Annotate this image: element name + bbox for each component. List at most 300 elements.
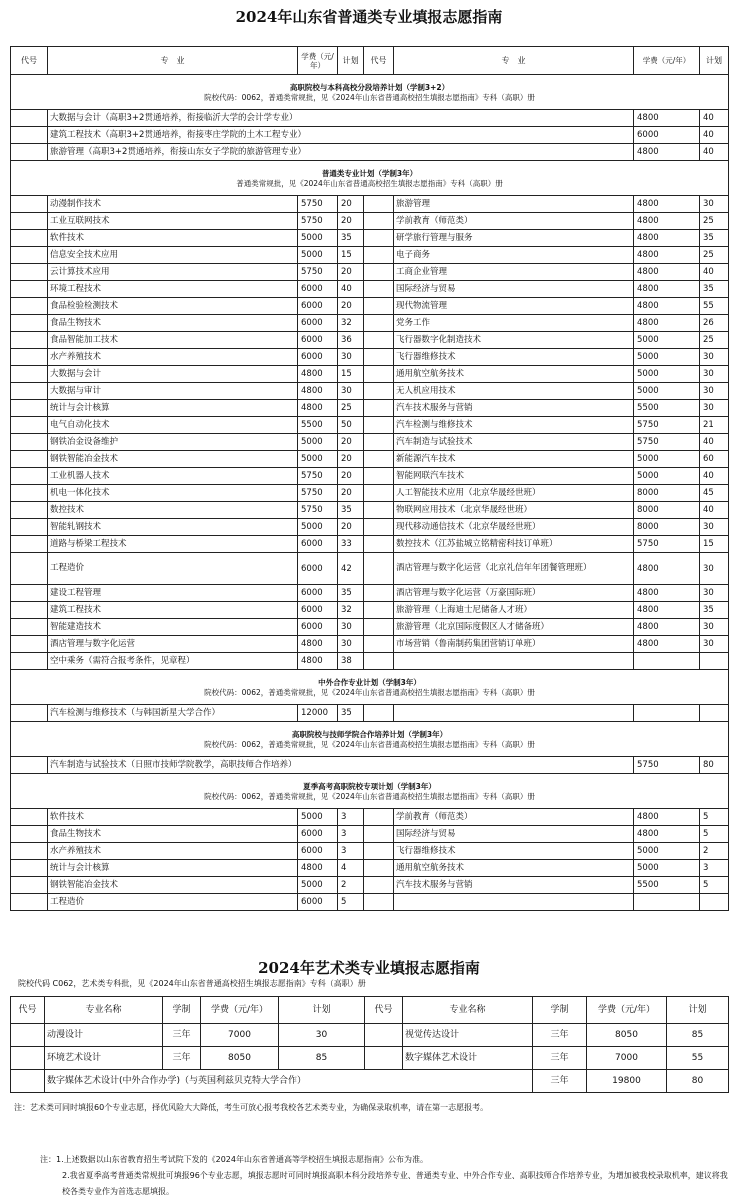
art-major-name: 环境艺术设计 <box>45 1047 163 1070</box>
major-name: 工商企业管理 <box>394 264 634 281</box>
code-cell <box>11 1047 45 1070</box>
code-cell <box>11 485 48 502</box>
plan-cell: 30 <box>700 349 729 366</box>
major-name <box>394 653 634 670</box>
code-cell <box>11 196 48 213</box>
major-name: 飞行器维修技术 <box>394 349 634 366</box>
fee-cell: 4800 <box>634 826 700 843</box>
code-cell <box>11 110 48 127</box>
table-row <box>11 757 729 774</box>
code-cell <box>364 281 394 298</box>
code-cell <box>364 585 394 602</box>
fee-cell: 5000 <box>634 843 700 860</box>
fee-cell: 5000 <box>298 809 338 826</box>
fee-cell: 6000 <box>298 281 338 298</box>
major-name: 智能建造技术 <box>48 619 298 636</box>
code-cell <box>11 247 48 264</box>
art-plan: 85 <box>667 1024 729 1047</box>
major-name: 工业机器人技术 <box>48 468 298 485</box>
art-header-name: 专业名称 <box>45 997 163 1024</box>
plan-cell: 60 <box>700 451 729 468</box>
major-name: 统计与会计核算 <box>48 400 298 417</box>
plan-cell: 30 <box>338 636 364 653</box>
code-cell <box>11 315 48 332</box>
plan-cell: 25 <box>700 332 729 349</box>
code-cell <box>11 281 48 298</box>
major-name: 现代移动通信技术（北京华晟经世班） <box>394 519 634 536</box>
table-row <box>11 144 729 161</box>
fee-cell <box>634 705 700 722</box>
plan-cell: 33 <box>338 536 364 553</box>
fee-cell: 6000 <box>298 536 338 553</box>
fee-cell: 5750 <box>298 213 338 230</box>
fee-cell: 5750 <box>298 196 338 213</box>
plan-cell: 35 <box>338 502 364 519</box>
major-name: 钢铁冶金设备维护 <box>48 434 298 451</box>
code-cell <box>11 468 48 485</box>
fee-cell: 4800 <box>634 213 700 230</box>
plan-cell: 25 <box>338 400 364 417</box>
plan-cell: 30 <box>338 349 364 366</box>
plan-cell: 25 <box>700 213 729 230</box>
fee-cell: 4800 <box>634 281 700 298</box>
section-header <box>11 75 729 110</box>
table-row <box>11 894 729 911</box>
code-cell <box>364 553 394 585</box>
fee-cell: 5750 <box>298 264 338 281</box>
major-name <box>394 894 634 911</box>
code-cell <box>364 468 394 485</box>
code-cell <box>364 247 394 264</box>
fee-cell: 6000 <box>298 553 338 585</box>
plan-cell: 4 <box>338 860 364 877</box>
plan-cell: 32 <box>338 315 364 332</box>
table-row <box>11 400 729 417</box>
art-header-fee: 学费（元/年） <box>201 997 279 1024</box>
major-name: 机电一体化技术 <box>48 485 298 502</box>
major-name: 建设工程管理 <box>48 585 298 602</box>
fee-cell: 5000 <box>634 468 700 485</box>
table-row <box>11 349 729 366</box>
code-cell <box>364 315 394 332</box>
code-cell <box>364 826 394 843</box>
fee-cell: 5000 <box>634 451 700 468</box>
fee-cell: 6000 <box>298 585 338 602</box>
major-name: 食品检验检测技术 <box>48 298 298 315</box>
major-name: 道路与桥梁工程技术 <box>48 536 298 553</box>
art-fee: 8050 <box>201 1047 279 1070</box>
plan-cell: 35 <box>338 705 364 722</box>
code-cell <box>364 519 394 536</box>
art-header-years: 学制 <box>533 997 587 1024</box>
header-fee: 学费（元/年） <box>298 47 338 75</box>
art-major-name: 数字媒体艺术设计 <box>403 1047 533 1070</box>
majors-table <box>10 46 729 911</box>
fee-cell: 4800 <box>634 585 700 602</box>
art-row <box>11 1047 729 1070</box>
major-name: 数控技术 <box>48 502 298 519</box>
major-name: 国际经济与贸易 <box>394 826 634 843</box>
fee-cell: 5750 <box>634 757 700 774</box>
table-row <box>11 383 729 400</box>
fee-cell: 4800 <box>634 619 700 636</box>
art-header-code: 代号 <box>11 997 45 1024</box>
section-header <box>11 774 729 809</box>
header-major: 专 业 <box>394 47 634 75</box>
fee-cell: 5750 <box>298 485 338 502</box>
plan-cell: 30 <box>700 366 729 383</box>
code-cell <box>364 366 394 383</box>
plan-cell: 30 <box>700 636 729 653</box>
fee-cell: 5000 <box>634 366 700 383</box>
major-name: 动漫制作技术 <box>48 196 298 213</box>
section-title-line1: 高职院校与本科高校分段培养计划（学制3+2） <box>289 83 450 92</box>
code-cell <box>11 536 48 553</box>
fee-cell: 5000 <box>298 247 338 264</box>
major-name: 汽车技术服务与营销 <box>394 877 634 894</box>
fee-cell: 6000 <box>298 602 338 619</box>
section-title-line2: 普通类常规批，见《2024年山东省普通高校招生填报志愿指南》专科（高职）册 <box>236 179 503 188</box>
plan-cell: 35 <box>338 230 364 247</box>
plan-cell: 40 <box>700 144 729 161</box>
major-name: 酒店管理与数字化运营（万豪国际班） <box>394 585 634 602</box>
code-cell <box>364 636 394 653</box>
plan-cell <box>700 653 729 670</box>
major-name: 酒店管理与数字化运营（北京礼信年年团餐管理班） <box>394 553 634 585</box>
major-name: 学前教育（师范类） <box>394 213 634 230</box>
code-cell <box>11 1070 45 1093</box>
table-row <box>11 298 729 315</box>
code-cell <box>364 705 394 722</box>
art-plan: 55 <box>667 1047 729 1070</box>
plan-cell: 42 <box>338 553 364 585</box>
major-name: 统计与会计核算 <box>48 860 298 877</box>
major-name: 党务工作 <box>394 315 634 332</box>
fee-cell: 5750 <box>634 434 700 451</box>
code-cell <box>11 417 48 434</box>
table-row <box>11 366 729 383</box>
fee-cell <box>634 894 700 911</box>
major-name: 旅游管理（北京国际度假区人才储备班） <box>394 619 634 636</box>
plan-cell: 35 <box>700 602 729 619</box>
code-cell <box>11 332 48 349</box>
plan-cell: 45 <box>700 485 729 502</box>
plan-cell: 30 <box>700 400 729 417</box>
art-fee: 19800 <box>587 1070 667 1093</box>
art-years: 三年 <box>533 1024 587 1047</box>
fee-cell: 4800 <box>634 230 700 247</box>
fee-cell: 4800 <box>298 383 338 400</box>
major-name: 汽车检测与维修技术（与韩国新星大学合作） <box>48 705 298 722</box>
art-plan: 80 <box>667 1070 729 1093</box>
plan-cell: 38 <box>338 653 364 670</box>
major-name: 市场营销（鲁南制药集团营销订单班） <box>394 636 634 653</box>
major-name: 食品智能加工技术 <box>48 332 298 349</box>
plan-cell: 30 <box>338 619 364 636</box>
art-years: 三年 <box>533 1070 587 1093</box>
table-row <box>11 653 729 670</box>
major-name: 信息安全技术应用 <box>48 247 298 264</box>
table-row <box>11 127 729 144</box>
code-cell <box>11 860 48 877</box>
code-cell <box>11 826 48 843</box>
fee-cell: 4800 <box>634 196 700 213</box>
code-cell <box>11 144 48 161</box>
plan-cell: 3 <box>338 843 364 860</box>
table-row <box>11 485 729 502</box>
plan-cell: 21 <box>700 417 729 434</box>
fee-cell: 4800 <box>634 636 700 653</box>
plan-cell: 40 <box>700 468 729 485</box>
table-row <box>11 247 729 264</box>
section-title <box>11 75 729 110</box>
plan-cell: 5 <box>700 826 729 843</box>
major-name: 数控技术（江苏盐城立铭精密科技订单班） <box>394 536 634 553</box>
major-name: 通用航空航务技术 <box>394 366 634 383</box>
major-name: 汽车技术服务与营销 <box>394 400 634 417</box>
plan-cell: 40 <box>700 502 729 519</box>
code-cell <box>11 451 48 468</box>
code-cell <box>11 519 48 536</box>
major-name: 工程造价 <box>48 894 298 911</box>
section-title-line2: 院校代码：0062，普通类常规批，见《2024年山东省普通高校招生填报志愿指南》专科（高职）册 <box>204 792 535 801</box>
art-row <box>11 1024 729 1047</box>
major-name: 旅游管理（高职3+2贯通培养，衔接山东女子学院的旅游管理专业） <box>48 144 634 161</box>
table-row <box>11 553 729 585</box>
major-name: 钢铁智能冶金技术 <box>48 877 298 894</box>
code-cell <box>11 843 48 860</box>
plan-cell <box>700 705 729 722</box>
code-cell <box>364 213 394 230</box>
table-row <box>11 705 729 722</box>
major-name: 建筑工程技术 <box>48 602 298 619</box>
plan-cell: 40 <box>700 434 729 451</box>
plan-cell: 3 <box>338 809 364 826</box>
plan-cell: 30 <box>700 383 729 400</box>
plan-cell: 5 <box>700 877 729 894</box>
major-name: 智能轧钢技术 <box>48 519 298 536</box>
header-fee: 学费（元/年） <box>634 47 700 75</box>
table-row <box>11 281 729 298</box>
fee-cell: 5000 <box>634 860 700 877</box>
fee-cell: 4800 <box>634 110 700 127</box>
code-cell <box>364 809 394 826</box>
art-table <box>10 996 729 1093</box>
code-cell <box>11 127 48 144</box>
table-row <box>11 519 729 536</box>
table-row <box>11 809 729 826</box>
code-cell <box>364 298 394 315</box>
art-header-row <box>11 997 729 1024</box>
major-name: 现代物流管理 <box>394 298 634 315</box>
plan-cell: 26 <box>700 315 729 332</box>
art-header-plan: 计划 <box>279 997 365 1024</box>
fee-cell: 8000 <box>634 502 700 519</box>
major-name: 学前教育（师范类） <box>394 809 634 826</box>
plan-cell: 15 <box>338 366 364 383</box>
fee-cell: 5750 <box>634 417 700 434</box>
fee-cell: 5000 <box>634 349 700 366</box>
fee-cell: 5000 <box>298 230 338 247</box>
code-cell <box>11 264 48 281</box>
art-major-name: 动漫设计 <box>45 1024 163 1047</box>
major-name: 旅游管理（上海迪士尼储备人才班） <box>394 602 634 619</box>
plan-cell: 3 <box>338 826 364 843</box>
code-cell <box>11 653 48 670</box>
table-row <box>11 502 729 519</box>
header-code: 代号 <box>364 47 394 75</box>
code-cell <box>11 705 48 722</box>
plan-cell: 40 <box>700 110 729 127</box>
plan-cell: 20 <box>338 213 364 230</box>
fee-cell: 5000 <box>634 383 700 400</box>
plan-cell: 40 <box>700 264 729 281</box>
code-cell <box>365 1047 403 1070</box>
code-cell <box>364 400 394 417</box>
fee-cell: 4800 <box>634 298 700 315</box>
fee-cell: 4800 <box>298 653 338 670</box>
section-title <box>11 722 729 757</box>
section-header <box>11 161 729 196</box>
fee-cell: 6000 <box>298 843 338 860</box>
art-title: 2024年艺术类专业填报志愿指南 <box>258 959 480 977</box>
code-cell <box>11 585 48 602</box>
art-years: 三年 <box>163 1047 201 1070</box>
major-name: 软件技术 <box>48 809 298 826</box>
code-cell <box>364 383 394 400</box>
fee-cell: 5000 <box>298 519 338 536</box>
code-cell <box>11 400 48 417</box>
code-cell <box>364 653 394 670</box>
table-row <box>11 417 729 434</box>
plan-cell: 5 <box>700 809 729 826</box>
fee-cell <box>634 653 700 670</box>
table-row <box>11 536 729 553</box>
table-row <box>11 315 729 332</box>
code-cell <box>11 602 48 619</box>
plan-cell: 25 <box>700 247 729 264</box>
code-cell <box>364 602 394 619</box>
art-fee: 8050 <box>587 1024 667 1047</box>
code-cell <box>11 553 48 585</box>
section-title <box>11 670 729 705</box>
plan-cell: 35 <box>700 281 729 298</box>
section-title-line1: 夏季高考高职院校专项计划（学制3年） <box>303 782 436 791</box>
plan-cell: 20 <box>338 485 364 502</box>
fee-cell: 4800 <box>298 860 338 877</box>
fee-cell: 4800 <box>634 553 700 585</box>
footnote-1: 注：1.上述数据以山东省教育招生考试院下发的《2024年山东省普通高等学校招生填报志愿指南》公布为准。 <box>40 1155 428 1164</box>
table-row <box>11 843 729 860</box>
code-cell <box>364 485 394 502</box>
code-cell <box>364 877 394 894</box>
code-cell <box>364 860 394 877</box>
fee-cell: 6000 <box>298 826 338 843</box>
plan-cell: 36 <box>338 332 364 349</box>
table-row <box>11 196 729 213</box>
code-cell <box>11 349 48 366</box>
section-title-line1: 中外合作专业计划（学制3年） <box>318 678 421 687</box>
major-name: 大数据与会计 <box>48 366 298 383</box>
plan-cell: 20 <box>338 298 364 315</box>
code-cell <box>11 434 48 451</box>
major-name: 食品生物技术 <box>48 826 298 843</box>
major-name: 酒店管理与数字化运营 <box>48 636 298 653</box>
section-title-line2: 院校代码：0062，普通类常规批，见《2024年山东省普通高校招生填报志愿指南》专科（高职）册 <box>204 93 535 102</box>
section-title-line2: 院校代码：0062，普通类常规批，见《2024年山东省普通高校招生填报志愿指南》专科（高职）册 <box>204 740 535 749</box>
major-name: 飞行器数字化制造技术 <box>394 332 634 349</box>
code-cell <box>11 366 48 383</box>
fee-cell: 5000 <box>298 451 338 468</box>
fee-cell: 4800 <box>634 809 700 826</box>
code-cell <box>11 213 48 230</box>
table-row <box>11 451 729 468</box>
fee-cell: 4800 <box>634 144 700 161</box>
fee-cell: 6000 <box>634 127 700 144</box>
code-cell <box>11 877 48 894</box>
major-name: 空中乘务（需符合报考条件，见章程） <box>48 653 298 670</box>
code-cell <box>364 349 394 366</box>
section-header <box>11 670 729 705</box>
fee-cell: 4800 <box>634 264 700 281</box>
plan-cell <box>700 894 729 911</box>
fee-cell: 6000 <box>298 349 338 366</box>
section-title <box>11 161 729 196</box>
art-fee: 7000 <box>587 1047 667 1070</box>
art-header-fee: 学费（元/年） <box>587 997 667 1024</box>
art-major-name: 数字媒体艺术设计(中外合作办学)（与英国利兹贝克特大学合作） <box>45 1070 533 1093</box>
plan-cell: 20 <box>338 468 364 485</box>
table-row <box>11 860 729 877</box>
code-cell <box>364 332 394 349</box>
plan-cell: 20 <box>338 434 364 451</box>
code-cell <box>11 502 48 519</box>
art-preface: 院校代码 C062，艺术类专科批，见《2024年山东省普通高校招生填报志愿指南》专科（高职）册 <box>18 979 366 988</box>
table-row <box>11 468 729 485</box>
plan-cell: 55 <box>700 298 729 315</box>
code-cell <box>364 264 394 281</box>
major-name: 飞行器维修技术 <box>394 843 634 860</box>
major-name: 环境工程技术 <box>48 281 298 298</box>
code-cell <box>364 619 394 636</box>
table-row <box>11 110 729 127</box>
fee-cell: 5750 <box>298 502 338 519</box>
fee-cell: 4800 <box>634 602 700 619</box>
plan-cell: 30 <box>700 553 729 585</box>
fee-cell: 12000 <box>298 705 338 722</box>
code-cell <box>11 619 48 636</box>
header-major: 专 业 <box>48 47 298 75</box>
code-cell <box>364 843 394 860</box>
major-name <box>394 705 634 722</box>
fee-cell: 6000 <box>298 315 338 332</box>
code-cell <box>365 1024 403 1047</box>
code-cell <box>11 383 48 400</box>
art-header-plan: 计划 <box>667 997 729 1024</box>
plan-cell: 15 <box>700 536 729 553</box>
major-name: 旅游管理 <box>394 196 634 213</box>
fee-cell: 5000 <box>298 434 338 451</box>
section-header <box>11 722 729 757</box>
code-cell <box>364 502 394 519</box>
art-fee: 7000 <box>201 1024 279 1047</box>
section-title <box>11 774 729 809</box>
art-years: 三年 <box>533 1047 587 1070</box>
code-cell <box>11 636 48 653</box>
table-row <box>11 332 729 349</box>
plan-cell: 30 <box>338 383 364 400</box>
major-name: 钢铁智能冶金技术 <box>48 451 298 468</box>
